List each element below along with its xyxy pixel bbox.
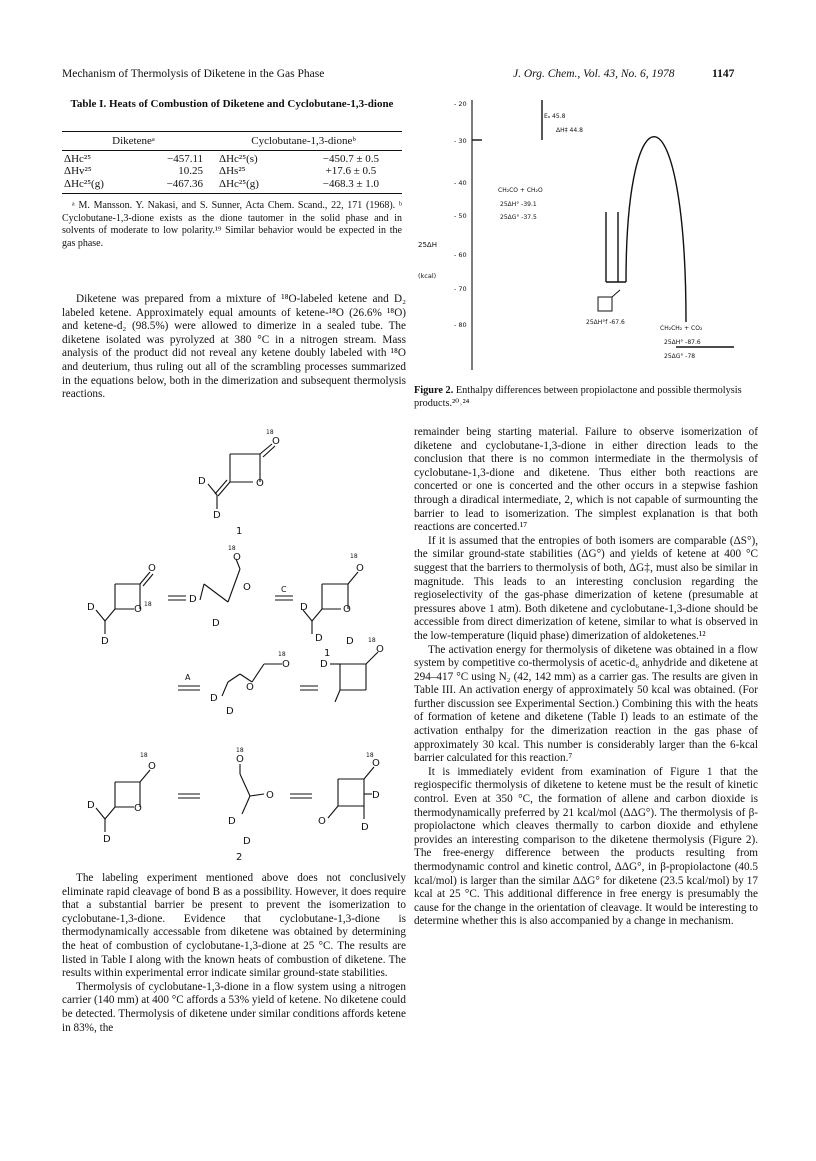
isotope-label: 18 <box>278 651 286 658</box>
isotope-label: 18 <box>368 637 376 644</box>
isotope-label: 18 <box>236 747 244 754</box>
atom-label: O <box>272 436 280 447</box>
table-cell: ΔHc²⁵(g) <box>205 178 300 194</box>
arrow-label-a: A <box>185 673 191 682</box>
running-header-journal: J. Org. Chem., Vol. 43, No. 6, 1978 <box>513 68 675 80</box>
annotation-dh-double-dagger: ΔH‡ 44.8 <box>556 127 583 134</box>
y-axis-unit: (kcal) <box>418 272 437 280</box>
arrow-label-c: C <box>281 585 287 594</box>
ethylene-dh: 25ΔH° -87.6 <box>664 339 701 346</box>
atom-label: D <box>213 510 221 521</box>
table-cell: −467.36 <box>136 178 205 194</box>
atom-label: D <box>372 790 380 801</box>
diketene-structure-1 <box>198 429 280 537</box>
table-row <box>62 153 402 166</box>
ketene-dh: 25ΔH° -39.1 <box>500 201 537 208</box>
atom-label: D <box>198 476 206 487</box>
table-col-dione: Cyclobutane-1,3-dioneᵇ <box>205 132 402 150</box>
table-row <box>62 165 402 178</box>
compound-label-2: 2 <box>236 852 243 863</box>
atom-label: O <box>372 758 380 769</box>
isotope-label: 18 <box>350 553 358 560</box>
atom-label: D <box>189 594 197 605</box>
atom-label: O <box>246 682 254 693</box>
compound-label-1: 1 <box>324 648 331 659</box>
body-paragraph: remainder being starting material. Failure to observe isomerization of diketene and cyclobutane-1,3-dione in either direction leads to the conclusion that there is no common intermediate in the thermolysis of cyclobutane-1,3-dione and diketene. Thus either both reactions are concerted or one is concerted and the other occurs in a stepwise fashion through a diradical intermediate, 2, which is not capable of surmounting the barrier to lead to isomerization. The simplest explanation is that both reactions are concerted.¹⁷ <box>414 426 758 534</box>
atom-label: O <box>134 803 142 814</box>
atom-label: D <box>361 822 369 833</box>
atom-label: O <box>318 816 326 827</box>
page-number: 1147 <box>712 68 735 80</box>
atom-label: D <box>212 618 220 629</box>
y-tick: - 70 <box>454 285 467 293</box>
running-header-title: Mechanism of Thermolysis of Diketene in the Gas Phase <box>62 68 325 80</box>
table-cell: ΔHs²⁵ <box>219 165 246 177</box>
table-col-diketene: Diketeneᵃ <box>62 132 205 150</box>
atom-label: O <box>148 761 156 772</box>
table-row <box>62 178 402 194</box>
isotope-label: 18 <box>228 545 236 552</box>
atom-label: O <box>356 563 364 574</box>
atom-label: D <box>210 693 218 704</box>
ketene-dg: 25ΔG° -37.5 <box>500 214 537 221</box>
table-1-title: Table I. Heats of Combustion of Diketene and Cyclobutane-1,3-dione <box>70 98 394 110</box>
y-axis-label: 25ΔH <box>418 241 437 249</box>
body-text-right <box>414 426 758 929</box>
y-tick: - 30 <box>454 137 467 145</box>
atom-label: D <box>300 602 308 613</box>
atom-label: O <box>343 604 351 615</box>
atom-label: O <box>148 563 156 574</box>
atom-label: O <box>134 604 142 615</box>
y-tick: - 50 <box>454 212 467 220</box>
propiolactone-structure <box>598 290 620 311</box>
table-1 <box>62 131 402 194</box>
table-cell: 10.25 <box>178 165 204 177</box>
table-cell: −450.7 ± 0.5 <box>322 152 380 165</box>
body-paragraph: The activation energy for thermolysis of diketene was obtained in a flow system by competitive co-thermolysis of acetic-d₆ anhydride and diketene at 294–417 °C using N₂ (42, 142 mm) as a carrier gas. The results are given in Table III. An activation energy of approximately 50 kcal was obtained. (For further discussion see Experimental Section.) Combining this with the heats of formation of ketene and diketene (Table I) leads to an estimate of the activation enthalpy for the dimerization reaction in the gas phase of approximately 30 kcal. This number is considerably larger than the 6-kcal barrier calculated for this reaction.⁷ <box>414 643 758 765</box>
annotation-ea: Eₐ 45.8 <box>544 113 566 120</box>
atom-label: O <box>256 478 264 489</box>
body-text-left-bottom <box>62 872 406 1035</box>
atom-label: D <box>101 636 109 647</box>
table-cell: ΔHc²⁵(s) <box>219 152 258 165</box>
y-tick: - 60 <box>454 251 467 259</box>
atom-label: D <box>226 706 234 717</box>
table-cell: ΔHv²⁵ <box>64 165 92 177</box>
lactone-dhf: 25ΔH°f -67.6 <box>586 319 625 326</box>
atom-label: D <box>320 659 328 670</box>
atom-label: D <box>87 800 95 811</box>
scheme-row-4 <box>87 747 380 863</box>
atom-label: D <box>87 602 95 613</box>
atom-label: O <box>376 644 384 655</box>
table-1-footnote: ᵃ M. Mansson. Y. Nakasi, and S. Sunner, Acta Chem. Scand., 22, 171 (1968). ᵇ Cyclobutane-1,3-dione exists as the dione tautomer in the solid phase and in solvents of moderate to low polarity.¹⁹ Similar behavior would be expected in the gas phase. <box>62 200 402 249</box>
ethylene-dg: 25ΔG° -78 <box>664 353 696 360</box>
figure-caption-text: Enthalpy differences between propiolactone and possible thermolysis products.²⁰˒²⁴ <box>414 385 742 409</box>
y-tick: - 40 <box>454 179 467 187</box>
atom-label: O <box>236 754 244 765</box>
atom-label: D <box>346 636 354 647</box>
ketene-products: CH₂CO + CH₂O <box>498 187 543 194</box>
body-paragraph: It is immediately evident from examination of Figure 1 that the regiospecific thermolysis of diketene to ketene must be the result of kinetic control. Even at 350 °C, the formation of allene and carbon dioxide is thermodynamically preferred by 21 kcal/mol (ΔΔG°). The thermolysis of β-propiolactone which cleaves thermally to carbon dioxide and ethylene provides an interesting comparison to the diketene thermolysis (Figure 2). The free-energy difference between the products resulting from thermodynamic control and kinetic control, ΔΔG°, in β-propiolactone (40.5 kcal/mol) is larger than the similar ΔΔG° for diketene (23.5 kcal/mol) by 17 kcal at 25 °C. This additional difference in free energy is presumably the cause for the change in the orientation of cleavage. It would be interesting to determine whether this is also accompanied by a change in mechanism. <box>414 765 758 928</box>
body-paragraph: The labeling experiment mentioned above does not conclusively eliminate rapid cleavage of bond B as a possibility. However, it does require that a substantial barrier be present to prevent the isomerization to cyclobutane-1,3-dione. Evidence that cyclobutane-1,3-dione is thermodynamically accessable from diketene was obtained by determining the heat of combustion of cyclobutane-1,3-dione at 25 °C. The results are listed in Table I along with the known heats of combustion of diketene. The results within experimental error indicate similar ground-state stabilities. <box>62 872 406 980</box>
table-cell: −457.11 <box>166 152 204 165</box>
table-cell: ΔHc²⁵(g) <box>62 178 136 194</box>
atom-label: O <box>233 552 241 563</box>
isotope-label: 18 <box>144 601 152 608</box>
isotope-label: 18 <box>366 752 374 759</box>
table-cell: −468.3 ± 1.0 <box>300 178 402 194</box>
atom-label: D <box>228 816 236 827</box>
reaction-scheme <box>60 424 410 864</box>
isotope-label: 18 <box>140 752 148 759</box>
figure-caption-label: Figure 2. <box>414 385 454 396</box>
y-tick: - 20 <box>454 100 467 108</box>
compound-label-1: 1 <box>236 526 243 537</box>
atom-label: O <box>282 659 290 670</box>
figure-2-caption <box>414 385 758 410</box>
table-cell: +17.6 ± 0.5 <box>325 165 377 177</box>
body-paragraph: Thermolysis of cyclobutane-1,3-dione in a flow system using a nitrogen carrier (140 mm) at 400 °C affords a 53% yield of ketene. No diketene could be detected. Thermolysis of diketene under similar conditions affords ketene in 83%, the <box>62 980 406 1034</box>
table-cell: ΔHc²⁵ <box>64 152 92 165</box>
figure-2-energy-diagram <box>414 92 758 382</box>
scheme-row-2 <box>87 545 364 659</box>
atom-label: O <box>243 582 251 593</box>
atom-label: D <box>315 633 323 644</box>
y-tick: - 80 <box>454 321 467 329</box>
scheme-row-3 <box>178 636 384 717</box>
body-paragraph: Diketene was prepared from a mixture of ¹⁸O-labeled ketene and D₂ labeled ketene. Approximately equal amounts of ketene-¹⁸O (26.6% ¹⁸O) and ketene-d₂ (98.5%) were allowed to dimerize in a sealed tube. The diketene isolated was pyrolyzed at 380 °C in a nitrogen stream. Mass analysis of the product did not reveal any ketene doubly labeled with ¹⁸O and deuterium, thus ruling out all of the scrambling processes summarized in the equations below, both in the dimerization and subsequent thermolysis reactions. <box>62 293 406 401</box>
isotope-label: 18 <box>266 429 274 436</box>
ethylene-products: CH₂CH₂ + CO₂ <box>660 325 703 332</box>
body-paragraph: If it is assumed that the entropies of both isomers are comparable (ΔS°), the similar ground-state stabilities (ΔG°) and yields of ketene at 400 °C suggest that the barriers to thermolysis of both, ΔG‡, must also be similar in magnitude. This leads to an interesting conclusion regarding the regioselectivity of the gas-phase dimerization of ketene (presumable at pressures above 1 atm). Both diketene and cyclobutane-1,3-dione should be accessible from direct dimerization of ketene, similar to what is observed in the low-temperature (liquid phase) dimerization of aldoketenes.¹² <box>414 534 758 642</box>
atom-label: D <box>243 836 251 847</box>
atom-label: D <box>103 834 111 845</box>
atom-label: O <box>266 790 274 801</box>
